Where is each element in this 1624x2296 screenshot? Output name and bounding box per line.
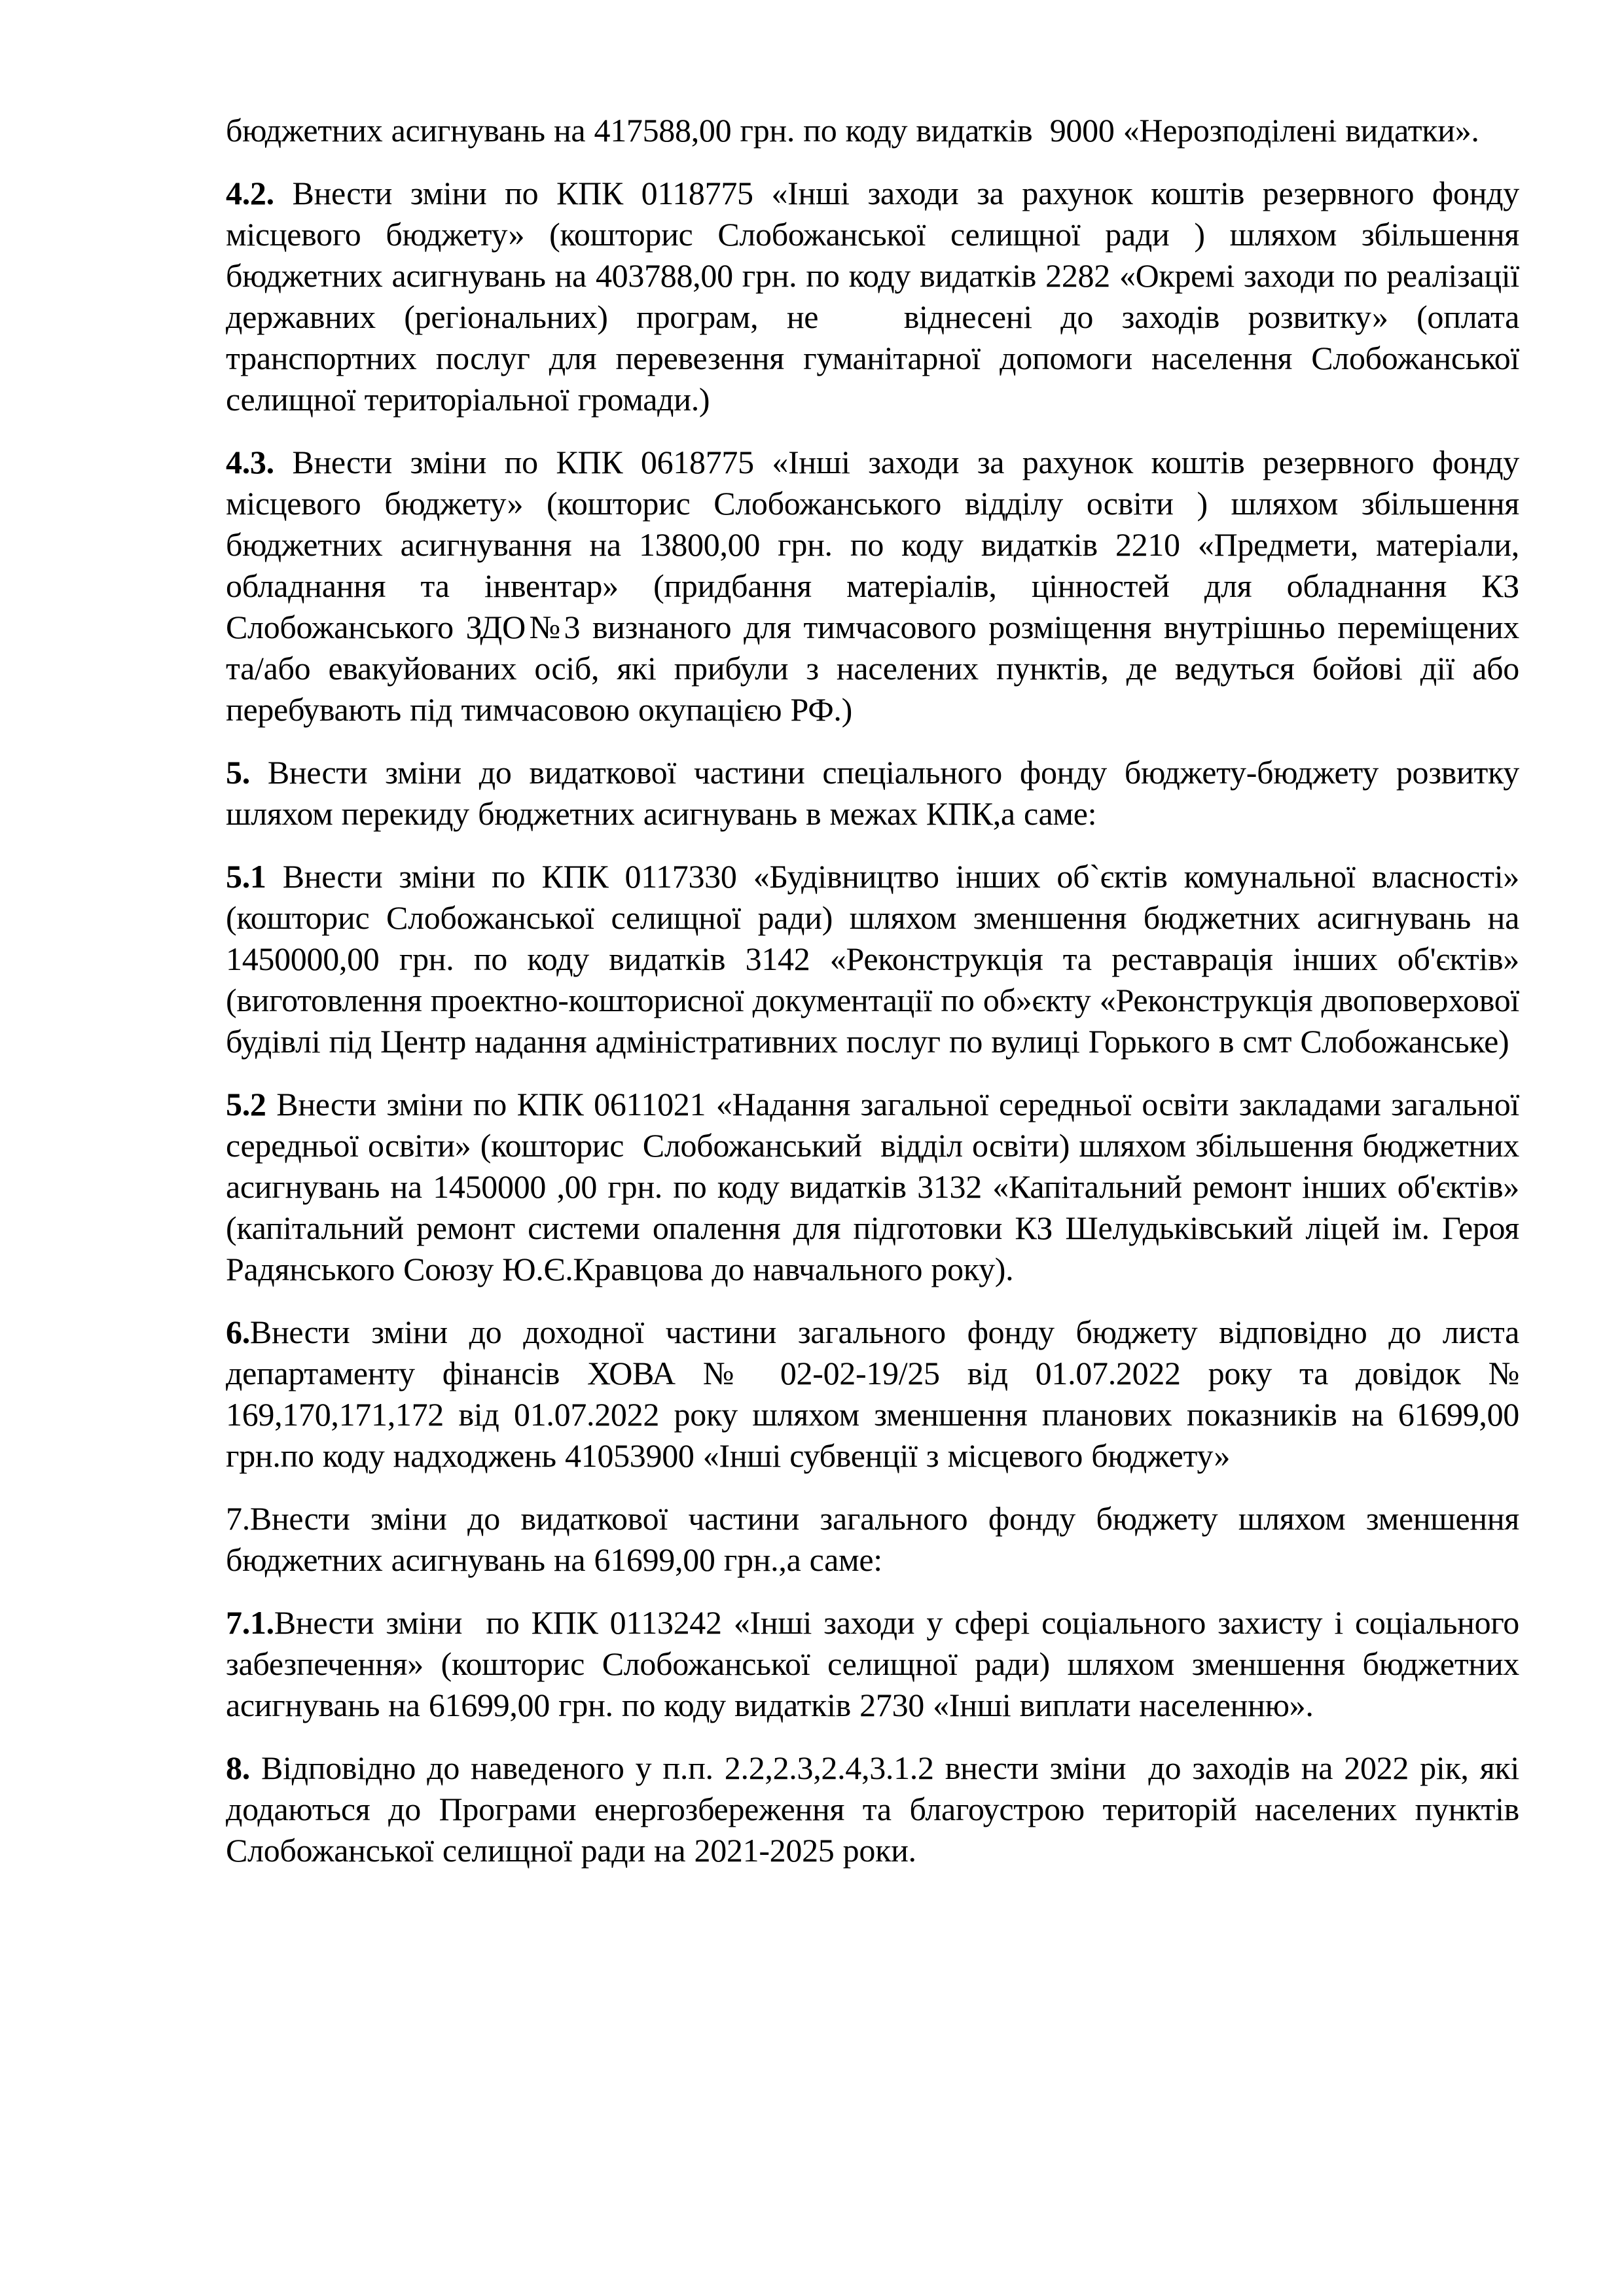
paragraph-text: 7.Внести зміни до видаткової частини загального фонду бюджету шляхом зменшення бюджетних асигнувань на 61699,00 грн.,а саме: xyxy=(226,1500,1528,1578)
paragraph-text: Відповідно до наведеного у п.п. 2.2,2.3,2.4,3.1.2 внести зміни до заходів на 2022 рік, які додаються до Програми енергозбереження та благоустрою територій населених пунктів Слобожанської селищної ради на 2021-2025 роки. xyxy=(226,1749,1528,1869)
paragraph-5-2 xyxy=(226,1084,1528,1290)
paragraph-4-2 xyxy=(226,173,1528,420)
paragraph-number: 4.2. xyxy=(226,175,274,211)
paragraph-6 xyxy=(226,1312,1528,1477)
paragraph-number: 8. xyxy=(226,1749,250,1786)
paragraph-intro-continuation xyxy=(226,110,1519,151)
paragraph-text: Внести зміни до видаткової частини спеціального фонду бюджету-бюджету розвитку шляхом перекиду бюджетних асигнувань в межах КПК,а саме: xyxy=(226,754,1528,832)
paragraph-number: 5. xyxy=(226,754,250,791)
paragraph-number: 5.2 xyxy=(226,1086,266,1122)
paragraph-8 xyxy=(226,1748,1528,1871)
paragraph-text: Внести зміни по КПК 0618775 «Інші заходи за рахунок коштів резервного фонду місцевого бюджету» (кошторис Слобожанського відділу освіти ) шляхом збільшення бюджетних асигнування на 13800,00 грн. по коду видатків 2210 «Предмети, матеріали, обладнання та інвентар» (придбання матеріалів, цінностей для обладнання КЗ Слобожанського ЗДО№3 визнаного для тимчасового розміщення внутрішньо переміщених та/або евакуйованих осіб, які прибули з населених пунктів, де ведуться бойові дії або перебувають під тимчасовою окупацією РФ.) xyxy=(226,444,1528,728)
paragraph-5 xyxy=(226,752,1528,834)
paragraph-number: 7.1. xyxy=(226,1604,274,1641)
paragraph-text: Внести зміни по КПК 0611021 «Надання загальної середньої освіти закладами загальної середньої освіти» (кошторис Слобожанський відділ освіти) шляхом збільшення бюджетних асигнувань на 1450000 ,00 грн. по коду видатків 3132 «Капітальний ремонт інших об'єктів» (капітальний ремонт системи опалення для підготовки КЗ Шелудьківський ліцей ім. Героя Радянського Союзу Ю.Є.Кравцова до навчального року). xyxy=(226,1086,1528,1287)
paragraph-number: 6. xyxy=(226,1314,250,1350)
paragraph-text: Внести зміни по КПК 0113242 «Інші заходи у сфері соціального захисту і соціального забезпечення» (кошторис Слобожанської селищної ради) шляхом зменшення бюджетних асигнувань на 61699,00 грн. по коду видатків 2730 «Інші виплати населенню». xyxy=(226,1604,1528,1723)
paragraph-5-1 xyxy=(226,856,1528,1062)
paragraph-text: Внести зміни до доходної частини загального фонду бюджету відповідно до листа департаменту фінансів ХОВА № 02-02-19/25 від 01.07.2022 року та довідок № 169,170,171,172 від 01.07.2022 року шляхом зменшення планових показників на 61699,00 грн.по коду надходжень 41053900 «Інші субвенції з місцевого бюджету» xyxy=(226,1314,1528,1474)
paragraph-number: 5.1 xyxy=(226,858,266,895)
paragraph-text: бюджетних асигнувань на 417588,00 грн. по коду видатків 9000 «Нерозподілені видатки». xyxy=(226,112,1479,149)
paragraph-7-1 xyxy=(226,1602,1528,1726)
paragraph-number: 4.3. xyxy=(226,444,274,480)
paragraph-text: Внести зміни по КПК 0118775 «Інші заходи за рахунок коштів резервного фонду місцевого бюджету» (кошторис Слобожанської селищної ради ) шляхом збільшення бюджетних асигнувань на 403788,00 грн. по коду видатків 2282 «Окремі заходи по реалізації державних (регіональних) програм, не віднесені до заходів розвитку» (оплата транспортних послуг для перевезення гуманітарної допомоги населення Слобожанської селищної територіальної громади.) xyxy=(226,175,1528,418)
paragraph-4-3 xyxy=(226,442,1528,730)
paragraph-text: Внести зміни по КПК 0117330 «Будівництво інших об`єктів комунальної власності» (кошторис Слобожанської селищної ради) шляхом зменшення бюджетних асигнувань на 1450000,00 грн. по коду видатків 3142 «Реконструкція та реставрація інших об'єктів» (виготовлення проектно-кошторисної документації по об»єкту «Реконструкція двоповерхової будівлі під Центр надання адміністративних послуг по вулиці Горького в смт Слобожанське) xyxy=(226,858,1528,1060)
paragraph-7 xyxy=(226,1498,1528,1581)
